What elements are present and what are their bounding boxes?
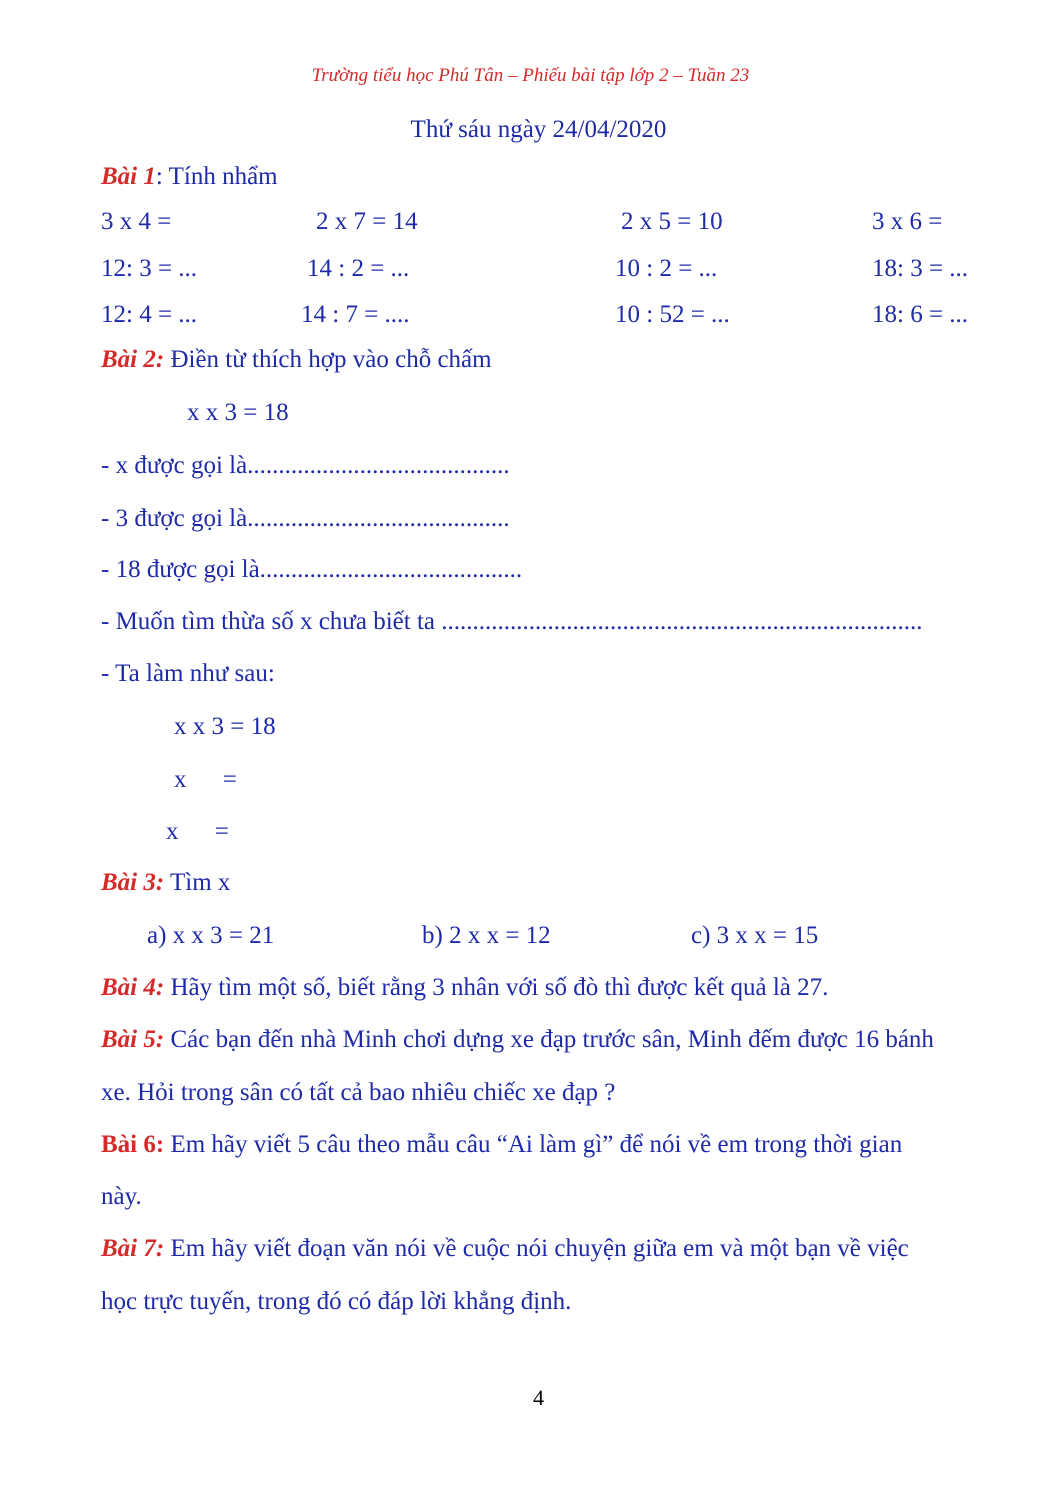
bai1-heading — [101, 164, 278, 189]
bai1-r3c3: 10 : 52 = ... — [615, 301, 730, 328]
bai6-text-1: Em hãy viết 5 câu theo mẫu câu “Ai làm gì” để nói về em trong thời gian — [164, 1131, 903, 1158]
bai5-label: Bài 5: — [101, 1026, 165, 1053]
bai1-r1c3: 2 x 5 = 10 — [621, 208, 723, 235]
bai1-label: Bài 1 — [101, 163, 156, 190]
bai3-label: Bài 3: — [101, 869, 165, 896]
bai2-item-5: - Ta làm như sau: — [101, 660, 275, 687]
bai1-r2c2: 14 : 2 = ... — [307, 255, 410, 282]
bai2-heading — [101, 347, 492, 372]
bai7-text-1: Em hãy viết đoạn văn nói về cuộc nói chuyện giữa em và một bạn về việc — [164, 1235, 909, 1262]
bai6-label: Bài 6: — [101, 1131, 165, 1158]
bai1-r1c4: 3 x 6 = — [872, 208, 943, 235]
bai7-line-1 — [101, 1236, 909, 1261]
bai7-line-2: học trực tuyến, trong đó có đáp lời khẳng định. — [101, 1288, 572, 1315]
date-line: Thứ sáu ngày 24/04/2020 — [410, 116, 667, 143]
page-number: 4 — [533, 1385, 544, 1410]
bai1-r1c2: 2 x 7 = 14 — [316, 208, 418, 235]
bai2-work-3: x = — [166, 818, 229, 845]
bai2-item-1: - x được gọi là.......................................... — [101, 452, 510, 479]
bai1-r1c1: 3 x 4 = — [101, 208, 172, 235]
bai1-r3c2: 14 : 7 = .... — [301, 301, 410, 328]
bai2-equation: x x 3 = 18 — [187, 399, 289, 426]
bai6-line-1 — [101, 1132, 902, 1157]
bai6-line-2: này. — [101, 1183, 142, 1210]
bai1-r2c3: 10 : 2 = ... — [615, 255, 718, 282]
bai3-part-b: b) 2 x x = 12 — [422, 922, 551, 949]
bai2-work-1: x x 3 = 18 — [174, 713, 276, 740]
bai2-label: Bài 2: — [101, 346, 165, 373]
bai2-item-3: - 18 được gọi là.......................................... — [101, 556, 523, 583]
bai3-part-a: a) x x 3 = 21 — [147, 922, 275, 949]
bai3-heading — [101, 870, 230, 895]
bai1-r3c1: 12: 4 = ... — [101, 301, 198, 328]
bai5-line-2: xe. Hỏi trong sân có tất cả bao nhiêu chiếc xe đạp ? — [101, 1079, 616, 1106]
bai1-r3c4: 18: 6 = ... — [872, 301, 969, 328]
bai4-text: Hãy tìm một số, biết rằng 3 nhân với số đò thì được kết quả là 27. — [164, 974, 829, 1001]
bai2-work-2: x = — [174, 766, 237, 793]
bai1-r2c1: 12: 3 = ... — [101, 255, 198, 282]
bai1-title: : Tính nhẩm — [155, 163, 278, 190]
bai4-label: Bài 4: — [101, 974, 165, 1001]
bai7-label: Bài 7: — [101, 1235, 165, 1262]
bai5-text-1: Các bạn đến nhà Minh chơi dựng xe đạp trước sân, Minh đếm được 16 bánh — [164, 1026, 934, 1053]
bai2-title: Điền từ thích hợp vào chỗ chấm — [164, 346, 492, 373]
bai1-r2c4: 18: 3 = ... — [872, 255, 969, 282]
bai2-item-2: - 3 được gọi là.......................................... — [101, 505, 510, 532]
bai5-line-1 — [101, 1027, 934, 1052]
bai3-title: Tìm x — [164, 869, 231, 896]
page-header: Trường tiểu học Phú Tân – Phiếu bài tập lớp 2 – Tuần 23 — [311, 65, 750, 86]
bai2-item-4: - Muốn tìm thừa số x chưa biết ta ............................................................................. — [101, 608, 923, 635]
bai4-line — [101, 975, 828, 1000]
bai3-part-c: c) 3 x x = 15 — [691, 922, 819, 949]
